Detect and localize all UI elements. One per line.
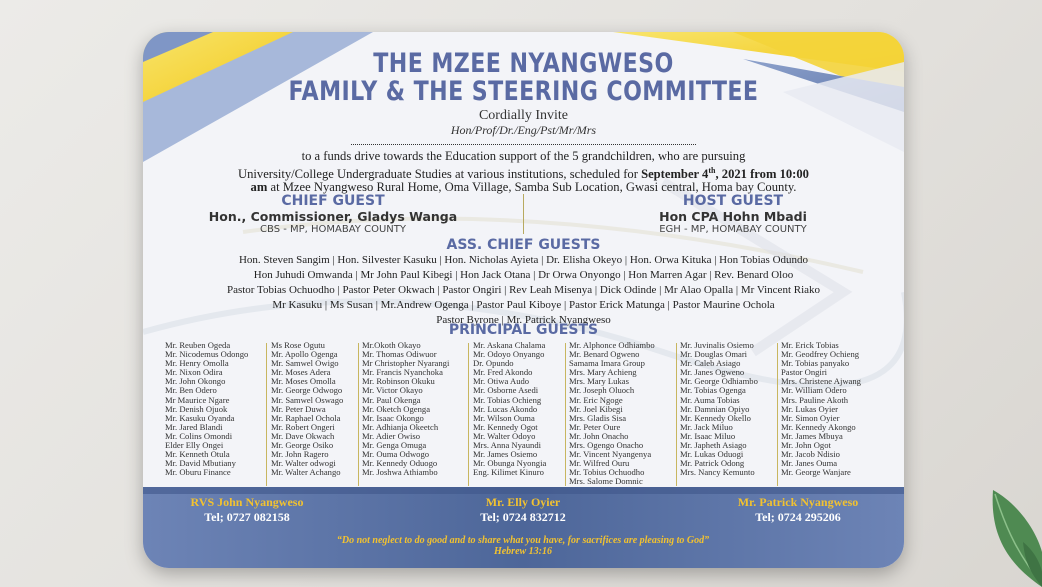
bible-quote: “Do not neglect to do good and to share what you have, for sacrifices are pleasing to God” (336, 535, 710, 546)
contact-2-name: Mr. Elly Oyier (485, 495, 561, 509)
list-item: Mr. Tobias panyako (781, 358, 850, 369)
list-item: Mr. Eric Ngoge (569, 394, 623, 405)
contact-3-tel: Tel; 0724 295206 (755, 510, 841, 524)
list-item: Mr. Erick Tobias (781, 340, 839, 350)
list-item: Mr. Adier Owiso (362, 430, 421, 441)
list-item: Mr Christopher Nyarangi (362, 358, 450, 369)
list-item: Mr. Alphonce Odhiambo (569, 340, 655, 350)
list-item: Mrs. Mary Lukas (569, 376, 629, 387)
list-item: Mrs. Anna Nyaundi (473, 440, 542, 451)
list-item: Mr. Benard Ogweno (569, 349, 640, 360)
list-item: Mr. Joshwa Athiambo (362, 467, 438, 478)
event-date: September 4 (641, 166, 709, 181)
list-item: Pastor Ongiri (781, 367, 828, 378)
list-item: Mr. Obunga Nyongia (473, 458, 547, 469)
list-item: Mr.Okoth Okayo (362, 340, 421, 350)
list-item: Mr. Douglas Omari (680, 349, 748, 360)
honorifics: Hon/Prof/Dr./Eng/Pst/Mr/Mrs (450, 123, 597, 137)
ass-chief-guests-line-3: Pastor Tobias Ochuodho | Pastor Peter Okwach | Pastor Ongiri | Rev Leah Misenya | Dick Odinde | Mr Alao Opalla | Mr Vincent Riako (226, 284, 821, 296)
list-item: Mr. Samwel Oswago (271, 394, 344, 405)
list-item: Mr. Ben Odero (165, 385, 217, 396)
column-divider (676, 343, 677, 486)
list-item: Mr. Genga Omuga (362, 440, 427, 451)
contact-1-name: RVS John Nyangweso (190, 495, 304, 509)
list-item: Samama Imara Group (569, 358, 645, 369)
event-time: , 2021 from 10:00 (715, 166, 809, 181)
host-guest-heading: HOST GUEST (682, 193, 784, 209)
list-item: Mr. Kenneth Otula (165, 449, 230, 460)
list-item: Mr. Nixon Odira (165, 367, 223, 378)
ass-chief-guests-line-1: Hon. Steven Sangim | Hon. Silvester Kasuku | Hon. Nicholas Ayieta | Dr. Elisha Okeyo | Hon. Orwa Kituka | Hon Tobias Odundo (238, 254, 809, 266)
chief-guest-sub: CBS - MP, HOMABAY COUNTY (260, 224, 406, 235)
principal-guests-col-3 (362, 341, 472, 477)
list-item: Mr. Nicodemus Odongo (165, 349, 249, 360)
host-guest-name: Hon CPA Hohn Mbadi (659, 209, 807, 224)
list-item: Mr. Moses Omolla (271, 376, 336, 387)
list-item: Mr. Jacob Ndisio (781, 449, 840, 460)
column-divider (565, 343, 566, 486)
event-description (167, 150, 880, 195)
list-item: Mr. Geodfrey Ochieng (781, 349, 860, 360)
list-item: Mr. Raphael Ochola (271, 412, 341, 423)
column-divider (358, 343, 359, 486)
list-item: Mr. Kasuku Oyanda (165, 412, 235, 423)
contact-3-name: Mr. Patrick Nyangweso (737, 495, 859, 509)
list-item: Mr. Lukas Oduogi (680, 449, 744, 460)
title-line-1: THE MZEE NYANGWESO (373, 48, 674, 79)
principal-guests-col-1 (165, 341, 275, 477)
list-item: Mr. Lucas Akondo (473, 403, 538, 414)
list-item: Mr. Oketch Ogenga (362, 403, 431, 414)
list-item: Mr. George Odhiambo (680, 376, 758, 387)
list-item: Mr. John Onacho (569, 430, 629, 441)
list-item: Mr. Moses Adera (271, 367, 331, 378)
list-item: Mr. Walter odwogi (271, 458, 336, 469)
column-divider (468, 343, 469, 486)
list-item: Mr. Fred Akondo (473, 367, 533, 378)
list-item: Mr. Joel Kibegi (569, 403, 623, 414)
list-item: Mr. John Okongo (165, 376, 226, 387)
column-divider (266, 343, 267, 486)
list-item: Mr. John Ogot (781, 440, 831, 451)
list-item: Mr. Jared Blandi (165, 421, 223, 432)
list-item: Mr. Wilfred Ouru (569, 458, 630, 469)
list-item: Mr. William Odero (781, 385, 847, 396)
guest-divider (523, 194, 524, 234)
list-item: Mr. Kennedy Okello (680, 412, 751, 423)
list-item: Mr. John Ragero (271, 449, 329, 460)
list-item: Mr. Odoyo Onyango (473, 349, 545, 360)
list-item: Mr. Wilson Ouma (473, 412, 535, 423)
cordially-invite: Cordially Invite (478, 108, 569, 123)
list-item: Mr. Vincent Nyangenya (569, 449, 652, 460)
list-item: Mrs. Christene Ajwang (781, 376, 861, 387)
chief-guest-name: Hon., Commissioner, Gladys Wanga (208, 209, 458, 224)
list-item: Mr. Apollo Ogenga (271, 349, 338, 360)
host-guest-sub: EGH - MP, HOMABAY COUNTY (659, 224, 807, 235)
list-item: Mr. James Mbuya (781, 430, 843, 441)
list-item: Mrs. Gladis Sisa (569, 412, 627, 423)
chief-guest-heading: CHIEF GUEST (281, 193, 385, 209)
list-item: Mr. Kennedy Oduogo (362, 458, 438, 469)
list-item: Mr. George Odwogo (271, 385, 343, 396)
list-item: Mr. Colins Omondi (165, 430, 233, 441)
list-item: Mr. Walter Odoyo (473, 430, 536, 441)
list-item: Mr. Isaac Okongo (362, 412, 424, 423)
list-item: Mr. Walter Achango (271, 467, 341, 478)
list-item: Mr. Askana Chalama (473, 340, 546, 350)
list-item: Mr. Juvinalis Osiemo (680, 340, 754, 350)
list-item: Mr. Ouma Odwogo (362, 449, 430, 460)
list-item: Mr. Kennedy Akongo (781, 421, 856, 432)
list-item: Mr. Simon Oyier (781, 412, 840, 423)
list-item: Mr Maurice Ngare (165, 394, 230, 405)
list-item: Mrs. Salome Domnic (569, 476, 643, 487)
list-item: Mr. Oburu Finance (165, 467, 231, 478)
event-date-sup: th (708, 165, 716, 175)
ass-chief-guests-line-2: Hon Juhudi Omwanda | Mr John Paul Kibegi | Hon Jack Otana | Dr Orwa Onyongo | Hon Marren Agar | Rev. Benard Oloo (253, 269, 794, 281)
ass-chief-guests-heading: ASS. CHIEF GUESTS (446, 237, 601, 253)
list-item: Mr. Adhianja Okeetch (362, 421, 439, 432)
list-item: Mr. Samwel Owigo (271, 358, 339, 369)
list-item: Mr. Tobius Ochuodho (569, 467, 645, 478)
event-time-am: am (250, 180, 268, 195)
list-item: Mr. Damnian Opiyo (680, 403, 750, 414)
principal-guests-col-5 (569, 341, 679, 487)
principal-guests-col-6 (680, 341, 790, 477)
list-item: Mr. Otiwa Audo (473, 376, 530, 387)
list-item: Mr. George Osiko (271, 440, 334, 451)
list-item: Mr. Robert Ongeri (271, 421, 335, 432)
list-item: Mr. Auma Tobias (680, 394, 740, 405)
list-item: Mr. Tobias Ochieng (473, 394, 542, 405)
list-item: Mr. Francis Nyanchoka (362, 367, 443, 378)
ass-chief-guests-line-5: Pastor Byrone | Mr. Patrick Nyangweso (436, 314, 611, 326)
list-item: Mr. James Osiemo (473, 449, 538, 460)
list-item: Mr. Osborne Asedi (473, 385, 539, 396)
list-item: Mrs. Pauline Akoth (781, 394, 849, 405)
principal-guests-heading: PRINCIPAL GUESTS (448, 322, 599, 338)
list-item: Mr. George Wanjare (781, 467, 851, 478)
list-item: Mr. Lukas Oyier (781, 403, 839, 414)
ass-chief-guests-line-4: Mr Kasuku | Ms Susan | Mr.Andrew Ogenga | Pastor Paul Kiboye | Pastor Erick Matunga | Pastor Maurine Ochola (272, 299, 775, 311)
contact-2-tel: Tel; 0724 832712 (480, 510, 566, 524)
list-item: Mr. Janes Ouma (781, 458, 838, 469)
list-item: Ms Rose Ogutu (271, 340, 325, 350)
event-venue: at Mzee Nyangweso Rural Home, Oma Village, Samba Sub Location, Gwasi central, Homa bay County. (267, 180, 797, 195)
list-item: Elder Elly Ongei (165, 440, 224, 451)
list-item: Mrs. Mary Achieng (569, 367, 637, 378)
list-item: Mr. Isaac Miluo (680, 430, 736, 441)
list-item: Mr. Dave Okwach (271, 430, 335, 441)
list-item: Mr. Joseph Oluoch (569, 385, 635, 396)
list-item: Mr. Caleb Asiago (680, 358, 741, 369)
list-item: Mr. Peter Duwa (271, 403, 326, 414)
list-item: Mr. Reuben Ogeda (165, 340, 231, 350)
list-item: Mr. Henry Omolla (165, 358, 229, 369)
contact-1-tel: Tel; 0727 082158 (204, 510, 290, 524)
list-item: Mr. Peter Oure (569, 421, 621, 432)
list-item: Mr. Robinson Okuku (362, 376, 435, 387)
list-item: Mr. Kennedy Ogot (473, 421, 538, 432)
list-item: Dr. Opundo (473, 358, 514, 369)
para-line-2: University/College Undergraduate Studies at various institutions, scheduled for (238, 166, 642, 181)
plant-leaf-icon (985, 472, 1042, 587)
list-item: Mrs. Nancy Kemunto (680, 467, 755, 478)
principal-guests-col-7 (781, 341, 891, 477)
list-item: Mr. Victor Okayo (362, 385, 423, 396)
list-item: Mr. Thomas Odiwuor (362, 349, 437, 360)
invitation-card (143, 32, 904, 568)
title-line-2: FAMILY & THE STEERING COMMITTEE (288, 76, 759, 107)
list-item: Mr. David Mbutiany (165, 458, 236, 469)
name-dotted-line (351, 144, 696, 145)
principal-guests-col-4 (473, 341, 583, 477)
list-item: Mr. Paul Okenga (362, 394, 421, 405)
list-item: Eng. Kilimet Kinuro (473, 467, 544, 478)
column-divider (777, 343, 778, 486)
list-item: Mr. Denish Ojuok (165, 403, 228, 414)
para-line-1: to a funds drive towards the Education support of the 5 grandchildren, who are pursuing (301, 149, 746, 163)
list-item: Mr. Tobias Ogenga (680, 385, 746, 396)
list-item: Mr. Japheth Asiago (680, 440, 747, 451)
list-item: Mrs. Ogengo Onacho (569, 440, 644, 451)
list-item: Mr. Janes Ogweno (680, 367, 745, 378)
bible-verse: Hebrew 13:16 (493, 546, 553, 557)
list-item: Mr. Jack Miluo (680, 421, 733, 432)
list-item: Mr. Patrick Odong (680, 458, 745, 469)
card-content (143, 32, 904, 568)
